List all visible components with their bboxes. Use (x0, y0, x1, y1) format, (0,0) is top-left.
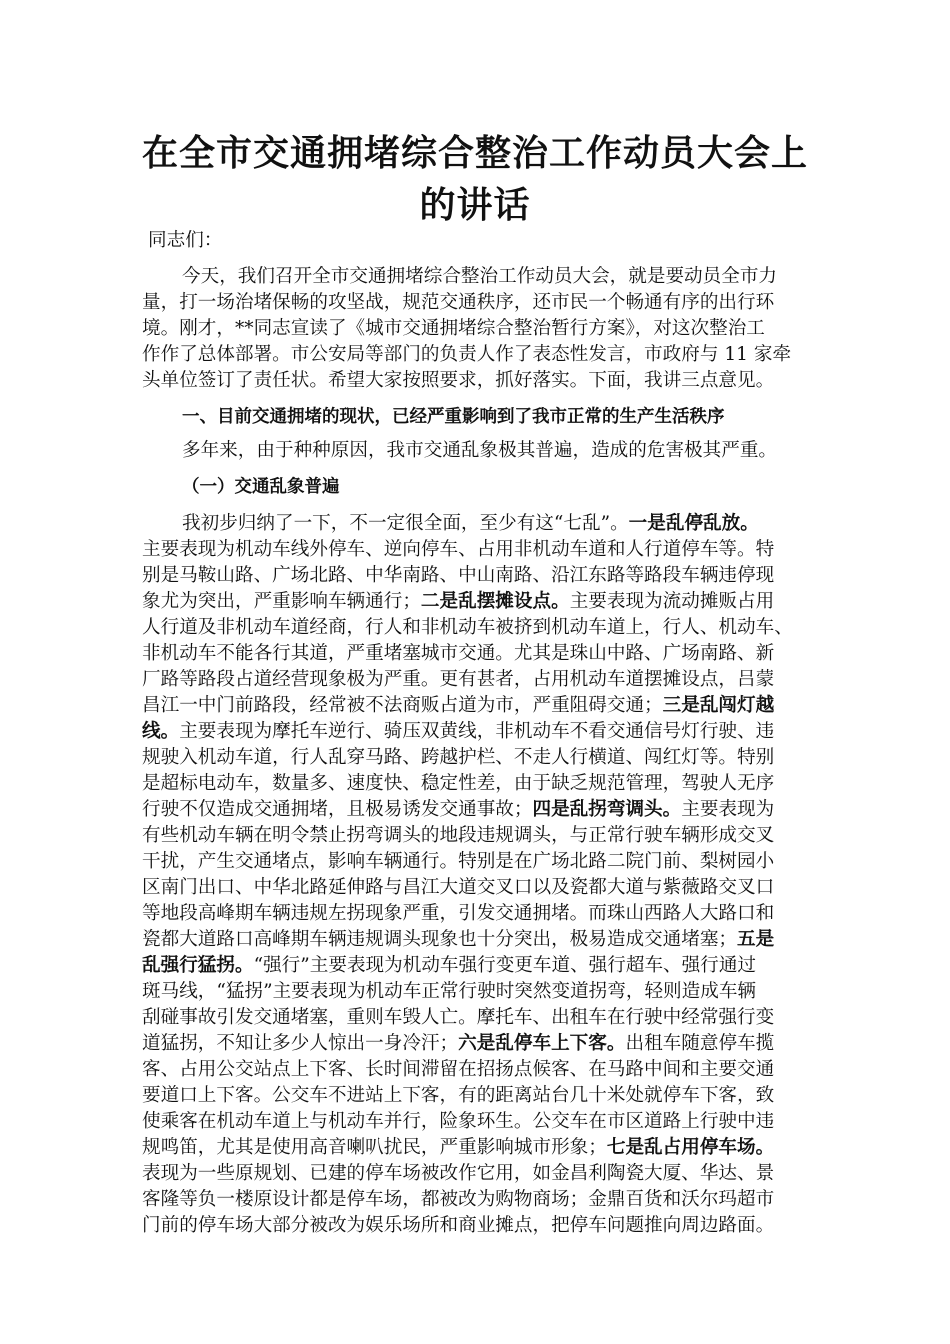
text-run: 昌江一中门前路段，经常被不法商贩占道为市，严重阻碍交通； (142, 695, 663, 716)
text-run: 客、占用公交站点上下客、长时间滞留在招扬点候客、在马路中间和主要交通 (142, 1059, 775, 1080)
paragraph-line (142, 589, 812, 615)
paragraph-line (142, 797, 812, 823)
paragraph-line (142, 823, 812, 849)
subsection-heading: （一）交通乱象普遍 (182, 477, 340, 497)
bold-key-phrase: 五是 (737, 929, 775, 950)
text-run: 主要表现为流动摊贩占用 (569, 591, 775, 612)
document-title-line2: 的讲话 (419, 185, 531, 226)
text-run: 刮碰事故引发交通堵塞，重则车毁人亡。摩托车、出租车在行驶中经常强行变 (142, 1007, 775, 1028)
text-run: 主要表现为机动车线外停车、逆向停车、占用非机动车道和人行道停车等。特 (142, 539, 775, 560)
text-run: 区南门出口、中华北路延伸路与昌江大道交叉口以及瓷都大道与紫薇路交叉口 (142, 877, 775, 898)
paragraph-line (142, 615, 812, 641)
text-run: 规鸣笛，尤其是使用高音喇叭扰民，严重影响城市形象； (142, 1137, 607, 1158)
paragraph-line: 量，打一场治堵保畅的攻坚战，规范交通秩序，还市民一个畅通有序的出行环 (142, 292, 775, 313)
text-run: 非机动车不能各行其道，严重堵塞城市交通。尤其是珠山中路、广场南路、新 (142, 643, 775, 664)
paragraph-line (142, 1109, 812, 1135)
text-run: 是超标电动车，数量多、速度快、稳定性差，由于缺乏规范管理，驾驶人无序 (142, 773, 775, 794)
text-run: 主要表现为摩托车逆行、骑压双黄线，非机动车不看交通信号灯行驶、违 (179, 721, 775, 742)
paragraph-line: 作作了总体部署。市公安局等部门的负责人作了表态性发言，市政府与 11 家牵 (142, 344, 792, 365)
paragraph-line (142, 537, 812, 563)
text-run: 干扰，产生交通堵点，影响车辆通行。特别是在广场北路二院门前、梨树园小 (142, 851, 775, 872)
paragraph-line (142, 979, 812, 1005)
paragraph-line (142, 953, 812, 979)
paragraph-line (142, 927, 812, 953)
text-run: 客隆等负一楼原设计都是停车场，都被改为购物商场；金鼎百货和沃尔玛超市 (142, 1189, 775, 1210)
paragraph-line (142, 719, 812, 745)
salutation: 同志们： (148, 230, 223, 251)
text-run: 有些机动车辆在明令禁止拐弯调头的地段违规调头，与正常行驶车辆形成交叉 (142, 825, 775, 846)
text-run: 表现为一些原规划、已建的停车场被改作它用，如金昌利陶瓷大厦、华达、景 (142, 1163, 775, 1184)
paragraph-line (142, 667, 812, 693)
text-run: 斑马线，“猛拐”主要表现为机动车正常行驶时突然变道拐弯，轻则造成车辆 (142, 981, 757, 1002)
text-run: 别是马鞍山路、广场北路、中华南路、中山南路、沿江东路等路段车辆违停现 (142, 565, 775, 586)
paragraph-line (182, 511, 852, 537)
text-run: 等地段高峰期车辆违规左拐现象严重，引发交通拥堵。而珠山西路人大路口和 (142, 903, 775, 924)
text-run: 厂路等路段占道经营现象极为严重。更有甚者，占用机动车道摆摊设点，吕蒙 (142, 669, 775, 690)
paragraph-line (142, 1161, 812, 1187)
text-run: 要道口上下客。公交车不进站上下客，有的距离站台几十米处就停车下客，致 (142, 1085, 775, 1106)
text-run: 象尤为突出，严重影响车辆通行； (142, 591, 421, 612)
paragraph-line: 头单位签订了责任状。希望大家按照要求，抓好落实。下面，我讲三点意见。 (142, 370, 775, 391)
paragraph-line (142, 641, 812, 667)
bold-key-phrase: 七是乱占用停车场。 (606, 1137, 775, 1158)
section-heading-1: 一、目前交通拥堵的现状，已经严重影响到了我市正常的生产生活秩序 (182, 407, 725, 427)
bold-key-phrase: 线。 (142, 721, 180, 742)
text-run: 出租车随意停车揽 (625, 1033, 775, 1054)
paragraph-line: 今天，我们召开全市交通拥堵综合整治工作动员大会，就是要动员全市力 (182, 266, 778, 287)
paragraph-line (142, 849, 812, 875)
text-run: 主要表现为 (681, 799, 775, 820)
text-run: 使乘客在机动车道上与机动车并行，险象环生。公交车在市区道路上行驶中违 (142, 1111, 775, 1132)
paragraph-line (142, 1213, 812, 1239)
bold-key-phrase: 三是乱闯灯越 (662, 695, 775, 716)
bold-key-phrase: 二是乱摆摊设点。 (420, 591, 570, 612)
text-run: 行驶不仅造成交通拥堵，且极易诱发交通事故； (142, 799, 533, 820)
text-run: 人行道及非机动车道经商，行人和非机动车被挤到机动车道上，行人、机动车、 (142, 617, 793, 638)
text-run: “强行”主要表现为机动车强行变更车道、强行超车、强行通过 (253, 955, 757, 976)
text-run: 规驶入机动车道，行人乱穿马路、跨越护栏、不走人行横道、闯红灯等。特别 (142, 747, 775, 768)
paragraph-line (142, 771, 812, 797)
text-run: 门前的停车场大部分被改为娱乐场所和商业摊点，把停车问题推向周边路面。 (142, 1215, 775, 1236)
document-title-line1: 在全市交通拥堵综合整治工作动员大会上 (141, 133, 808, 174)
bold-key-phrase: 四是乱拐弯调头。 (532, 799, 682, 820)
bold-key-phrase: 一是乱停乱放。 (628, 513, 759, 534)
paragraph-line (142, 1187, 812, 1213)
paragraph-line: 境。刚才，**同志宣读了《城市交通拥堵综合整治暂行方案》，对这次整治工 (142, 318, 765, 339)
paragraph-line (142, 875, 812, 901)
paragraph-line (142, 1135, 812, 1161)
paragraph-line (142, 563, 812, 589)
paragraph-line (142, 1005, 812, 1031)
paragraph-line (142, 1031, 812, 1057)
paragraph-line (142, 901, 812, 927)
paragraph-line (142, 745, 812, 771)
paragraph-line (142, 693, 812, 719)
paragraph-line (142, 1057, 812, 1083)
paragraph-line (142, 1083, 812, 1109)
bold-key-phrase: 乱强行猛拐。 (142, 955, 254, 976)
text-run: 瓷都大道路口高峰期车辆违规调头现象也十分突出，极易造成交通堵塞； (142, 929, 738, 950)
text-run: 道猛拐，不知让多少人惊出一身冷汗； (142, 1033, 459, 1054)
bold-key-phrase: 六是乱停车上下客。 (458, 1033, 626, 1054)
text-run: 我初步归纳了一下，不一定很全面，至少有这“七乱”。 (182, 513, 629, 534)
paragraph-summary: 多年来，由于种种原因，我市交通乱象极其普遍，造成的危害极其严重。 (182, 440, 778, 461)
